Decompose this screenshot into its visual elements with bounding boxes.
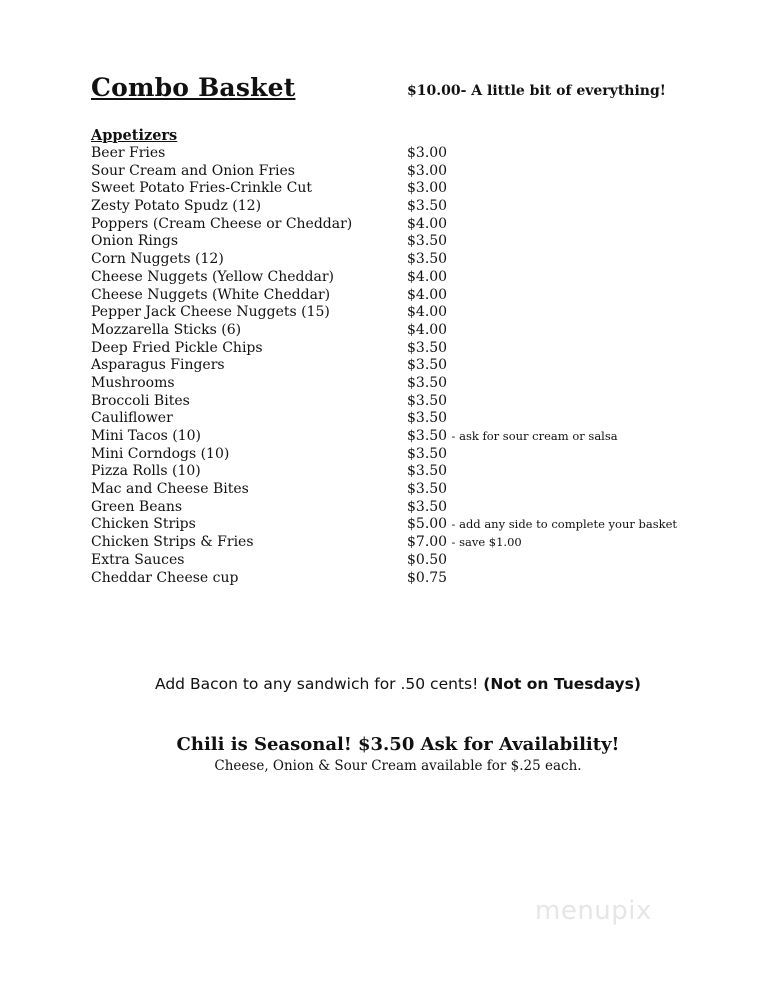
menu-item-price: $3.50 <box>407 481 448 498</box>
menu-item <box>91 340 711 358</box>
menu-item-price-group <box>407 534 522 552</box>
menu-item-price: $4.00 <box>407 304 448 321</box>
menu-item-price: $3.50 <box>407 198 448 215</box>
menu-item-price-group <box>407 463 447 481</box>
menu-item-name: Green Beans <box>91 498 183 515</box>
menu-item-name: Mozzarella Sticks (6) <box>91 321 242 338</box>
menu-item-price-group <box>407 145 447 163</box>
chili-toppings-note: Cheese, Onion & Sour Cream available for $.25 each. <box>214 758 582 774</box>
menu-item <box>91 198 711 216</box>
menu-item-price-group <box>407 304 447 322</box>
menu-item-price: $4.00 <box>407 321 448 338</box>
menu-item <box>91 375 711 393</box>
menu-item-price: $3.00 <box>407 162 448 179</box>
menu-item-price: $3.50 <box>407 251 448 268</box>
menu-item-price-group <box>407 499 447 517</box>
menu-item-name: Sweet Potato Fries-Crinkle Cut <box>91 180 313 197</box>
menu-item-price: $3.50 <box>407 445 448 462</box>
menu-item <box>91 481 711 499</box>
combo-basket-title: Combo Basket <box>91 73 296 102</box>
menu-item-price-group <box>407 163 447 181</box>
menu-item <box>91 216 711 234</box>
menu-item-name: Chicken Strips <box>91 516 196 533</box>
menu-item <box>91 233 711 251</box>
menu-item-price: $4.00 <box>407 268 448 285</box>
menu-item-price-group <box>407 322 447 340</box>
menu-item <box>91 410 711 428</box>
menu-item-name: Zesty Potato Spudz (12) <box>91 198 262 215</box>
menu-item-name: Cauliflower <box>91 410 173 427</box>
menu-item-price: $3.50 <box>407 428 448 444</box>
menu-item-price-group <box>407 180 447 198</box>
menu-item-name: Extra Sauces <box>91 551 185 568</box>
menu-item-price-group <box>407 570 447 588</box>
menu-item-name: Beer Fries <box>91 145 166 161</box>
menu-item-price: $3.50 <box>407 357 448 374</box>
menu-item-price: $3.50 <box>407 339 448 356</box>
menu-item-price-group <box>407 516 677 534</box>
menu-item-name: Pepper Jack Cheese Nuggets (15) <box>91 304 330 321</box>
menu-item-price: $3.50 <box>407 392 448 409</box>
menu-item-name: Cheese Nuggets (Yellow Cheddar) <box>91 268 334 285</box>
menu-item-price-group <box>407 340 447 358</box>
menu-item-price-group <box>407 410 447 428</box>
menu-item <box>91 516 711 534</box>
menu-item-name: Cheddar Cheese cup <box>91 569 239 586</box>
menu-item-price: $3.50 <box>407 233 448 250</box>
menupix-watermark: menupix <box>535 896 652 926</box>
bacon-offer-text: Add Bacon to any sandwich for .50 cents! <box>155 675 479 693</box>
menu-item-name: Mini Corndogs (10) <box>91 445 230 462</box>
menu-item <box>91 269 711 287</box>
menu-item-note: - ask for sour cream or salsa <box>451 429 618 443</box>
appetizers-list <box>91 145 711 587</box>
menu-item-price-group <box>407 269 447 287</box>
menu-item-name: Mini Tacos (10) <box>91 428 201 444</box>
menu-item-note: - add any side to complete your basket <box>451 517 678 532</box>
bacon-offer <box>0 675 768 693</box>
menu-item-price-group <box>407 251 447 269</box>
menu-item <box>91 251 711 269</box>
menu-item-price-group <box>407 357 447 375</box>
menu-item-price-group <box>407 375 447 393</box>
menu-item <box>91 393 711 411</box>
menu-item-name: Asparagus Fingers <box>91 357 225 374</box>
menu-item-price: $5.00 <box>407 516 448 533</box>
menu-item-price-group <box>407 552 447 570</box>
menu-item-name: Chicken Strips & Fries <box>91 534 254 551</box>
menu-item <box>91 446 711 464</box>
menu-item-name: Poppers (Cream Cheese or Cheddar) <box>91 215 353 232</box>
menu-item <box>91 145 711 163</box>
menu-item-price: $3.00 <box>407 145 448 161</box>
menu-item-price: $0.50 <box>407 551 448 568</box>
menu-item-name: Onion Rings <box>91 233 179 250</box>
menu-item-name: Broccoli Bites <box>91 392 190 409</box>
menu-item-price-group <box>407 446 447 464</box>
menu-item-name: Cheese Nuggets (White Cheddar) <box>91 286 331 303</box>
menu-item-price-group <box>407 481 447 499</box>
menu-item <box>91 570 711 588</box>
menu-item <box>91 322 711 340</box>
menu-item-price: $7.00 <box>407 534 448 551</box>
menu-item-name: Corn Nuggets (12) <box>91 251 224 268</box>
menu-item-name: Mushrooms <box>91 374 175 391</box>
menu-item <box>91 552 711 570</box>
menu-item-name: Pizza Rolls (10) <box>91 463 201 480</box>
menu-item-name: Mac and Cheese Bites <box>91 481 249 498</box>
menu-item-price-group <box>407 393 447 411</box>
menu-item <box>91 499 711 517</box>
menu-item-price: $3.50 <box>407 498 448 515</box>
menu-item <box>91 287 711 305</box>
combo-basket-price: $10.00- A little bit of everything! <box>407 83 666 99</box>
menu-item-price-group <box>407 233 447 251</box>
menu-item-price: $0.75 <box>407 569 448 586</box>
bacon-offer-exception: (Not on Tuesdays) <box>483 675 641 693</box>
menu-item <box>91 428 711 446</box>
chili-heading: Chili is Seasonal! $3.50 Ask for Availability! <box>176 734 620 755</box>
menu-item-price-group <box>407 287 447 305</box>
menu-item-price-group <box>407 428 618 446</box>
menu-item-note: - save $1.00 <box>451 535 522 550</box>
menu-item <box>91 304 711 322</box>
menu-item-name: Sour Cream and Onion Fries <box>91 162 295 179</box>
menu-item-price: $3.50 <box>407 410 448 427</box>
menu-item-price: $3.00 <box>407 180 448 197</box>
menu-item-price: $3.50 <box>407 374 448 391</box>
menu-item-price: $4.00 <box>407 215 448 232</box>
menu-item <box>91 180 711 198</box>
menu-item <box>91 357 711 375</box>
menu-item-price-group <box>407 198 447 216</box>
appetizers-heading: Appetizers <box>91 127 178 144</box>
menu-item <box>91 534 711 552</box>
menu-item <box>91 163 711 181</box>
menu-item-price-group <box>407 216 447 234</box>
menu-item-name: Deep Fried Pickle Chips <box>91 339 263 356</box>
menu-item <box>91 463 711 481</box>
menu-item-price: $3.50 <box>407 463 448 480</box>
menu-item-price: $4.00 <box>407 286 448 303</box>
